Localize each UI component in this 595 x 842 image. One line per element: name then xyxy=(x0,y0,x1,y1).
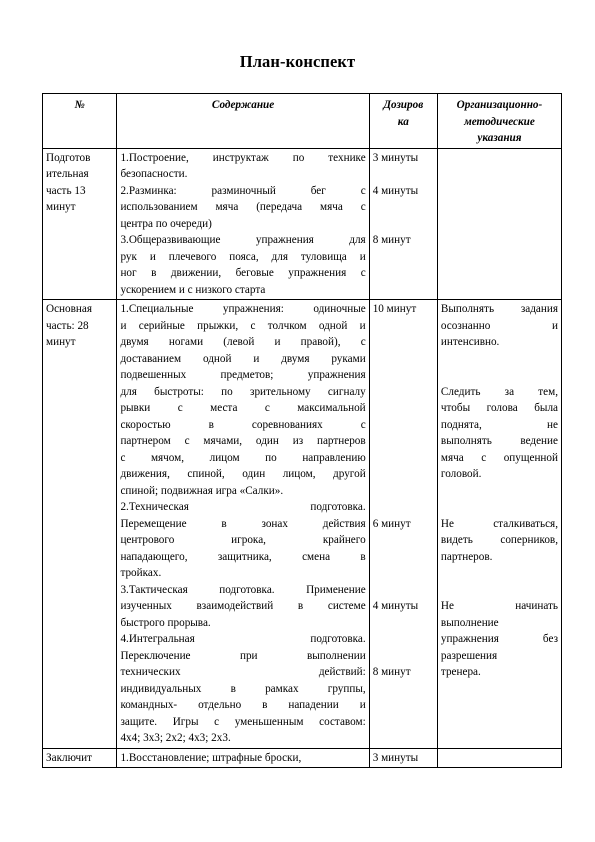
cell-line xyxy=(373,216,434,233)
cell-line: подвешенных предметов; упражнения xyxy=(120,369,366,381)
cell-line: с мячом, лицом по направлению xyxy=(120,451,366,464)
header-number: № xyxy=(43,94,117,149)
cell-line xyxy=(373,466,434,483)
cell-line: минут xyxy=(46,201,76,213)
cell-line: индивидуальных в рамках группы, xyxy=(120,682,366,695)
cell-line xyxy=(373,367,434,384)
table-row xyxy=(43,148,562,300)
cell-line: партнеров. xyxy=(440,550,493,563)
cell-line: быстрого прорыва. xyxy=(120,616,211,629)
cell-line: 4 минуты xyxy=(372,600,419,612)
cell-line xyxy=(373,499,434,516)
table-row xyxy=(43,748,562,768)
cell-line: Не начинать xyxy=(440,600,558,612)
cell-line: минут xyxy=(46,336,76,348)
cell-line: осознанно и xyxy=(440,319,558,332)
cell-line xyxy=(373,417,434,434)
cell-line: двумя ногами (левой и правой), с xyxy=(120,336,366,348)
cell-line: Основная xyxy=(46,303,93,315)
page-title: План-конспект xyxy=(239,52,356,71)
cell-line: движения, спиной, один лицом, другой xyxy=(120,468,366,480)
cell-line: 1.Специальные упражнения: одиночные xyxy=(120,303,366,315)
cell-line: центрового игрока, крайнего xyxy=(120,534,366,546)
cell-line xyxy=(441,351,558,368)
cell-line: Не сталкиваться, xyxy=(440,517,558,530)
cell-line: Переключение при выполнении xyxy=(120,649,366,662)
cell-line: 3.Тактическая подготовка. Применение xyxy=(120,583,366,596)
cell-line: Заключит xyxy=(46,751,93,764)
cell-line: 8 минут xyxy=(372,234,411,246)
cell-line: 10 минут xyxy=(372,303,417,315)
cell-line: доставанием одной и двумя руками xyxy=(120,352,366,365)
cell-line xyxy=(441,367,558,384)
cell-line: 1.Восстановление; штрафные броски, xyxy=(120,751,302,764)
cell-line xyxy=(373,433,434,450)
cell-line: разрешения xyxy=(440,649,498,662)
content-cell xyxy=(117,148,369,300)
cell-line xyxy=(373,400,434,417)
cell-line: изученных взаимодействий в системе xyxy=(120,600,366,612)
part-cell xyxy=(43,300,117,749)
cell-line: 2.Разминка: разминочный бег с xyxy=(120,184,366,197)
cell-line: тройках. xyxy=(120,567,162,579)
cell-line xyxy=(373,483,434,500)
cell-line: выполнять ведение xyxy=(440,435,558,447)
cell-line: защите. Игры с уменьшенным составом: xyxy=(120,715,366,728)
cell-line: центра по очереди) xyxy=(120,217,212,230)
notes-cell xyxy=(437,300,561,749)
part-cell xyxy=(43,148,117,300)
cell-line: рук и плечевого пояса, для туловища и xyxy=(120,250,366,263)
cell-line: 6 минут xyxy=(372,517,411,530)
cell-line xyxy=(373,549,434,566)
cell-line: 2.Техническая подготовка. xyxy=(120,501,366,513)
cell-line: ускорением и с низкого старта xyxy=(120,283,266,296)
cell-line: ног в движении, беговые упражнения с xyxy=(120,267,366,279)
dosage-cell xyxy=(369,748,437,768)
cell-line: Перемещение в зонах действия xyxy=(120,517,366,530)
header-notes: Организационно- методические указания xyxy=(437,94,561,149)
cell-line xyxy=(441,483,558,500)
cell-line: скоростью в соревнованиях с xyxy=(120,418,366,431)
cell-line: 4.Интегральная подготовка. xyxy=(120,633,366,645)
cell-line xyxy=(373,532,434,549)
cell-line: ительная xyxy=(46,168,89,180)
notes-cell xyxy=(437,748,561,768)
cell-line: 4 минуты xyxy=(372,184,419,197)
cell-line: партнером с мячами, один из партнеров xyxy=(120,435,366,447)
cell-line: 4x4; 3x3; 2x2; 4x3; 2x3. xyxy=(120,732,231,744)
cell-line: спиной; подвижная игра «Салки». xyxy=(120,484,284,497)
cell-line xyxy=(373,565,434,582)
cell-line: чтобы голова была xyxy=(440,402,558,414)
cell-line: тренера. xyxy=(440,666,481,678)
cell-line xyxy=(373,199,434,216)
cell-line xyxy=(373,648,434,665)
cell-line xyxy=(373,166,434,183)
cell-line: 3.Общеразвивающие упражнения для xyxy=(120,234,366,246)
header-content: Содержание xyxy=(117,94,369,149)
cell-line: интенсивно. xyxy=(440,336,500,348)
cell-line: видеть соперников, xyxy=(440,534,558,546)
part-cell xyxy=(43,748,117,768)
cell-line xyxy=(373,318,434,335)
cell-line xyxy=(373,351,434,368)
cell-line: нападающего, защитника, смена в xyxy=(120,550,366,563)
cell-line: и серийные прыжки, с толчком одной и xyxy=(120,319,366,332)
notes-cell xyxy=(437,148,561,300)
cell-line xyxy=(373,334,434,351)
cell-line: рывки с места с максимальной xyxy=(120,402,366,414)
cell-line xyxy=(441,565,558,582)
cell-line: 8 минут xyxy=(372,666,411,678)
cell-line: выполнение xyxy=(440,616,499,629)
cell-line: поднята, не xyxy=(440,418,558,431)
header-dosage: Дозиров ка xyxy=(369,94,437,149)
cell-line: Следить за тем, xyxy=(440,385,558,398)
cell-line: мяча с опущенной xyxy=(440,451,558,464)
cell-line: технических действий: xyxy=(120,666,366,678)
plan-table xyxy=(42,93,562,768)
cell-line: упражнения без xyxy=(440,633,558,645)
cell-line xyxy=(373,631,434,648)
table-row xyxy=(43,300,562,749)
cell-line: Подготов xyxy=(46,151,91,164)
cell-line: 1.Построение, инструктаж по технике xyxy=(120,151,366,164)
content-cell xyxy=(117,748,369,768)
cell-line: использованием мяча (передача мяча с xyxy=(120,201,366,213)
cell-line xyxy=(373,450,434,467)
cell-line xyxy=(373,384,434,401)
cell-line xyxy=(373,615,434,632)
cell-line: командных- отдельно в нападении и xyxy=(120,699,366,711)
cell-line xyxy=(373,582,434,599)
dosage-cell xyxy=(369,300,437,749)
cell-line xyxy=(441,582,558,599)
content-cell xyxy=(117,300,369,749)
cell-line: для быстроты: по зрительному сигналу xyxy=(120,385,366,398)
table-header-row xyxy=(43,94,562,149)
dosage-cell xyxy=(369,148,437,300)
cell-line: 3 минуты xyxy=(372,751,419,764)
cell-line: часть 13 xyxy=(46,184,86,197)
cell-line: часть: 28 xyxy=(46,319,89,332)
cell-line: Выполнять задания xyxy=(440,303,558,315)
cell-line xyxy=(441,499,558,516)
cell-line: 3 минуты xyxy=(372,151,419,164)
cell-line: головой. xyxy=(440,468,482,480)
cell-line: безопасности. xyxy=(120,168,188,180)
